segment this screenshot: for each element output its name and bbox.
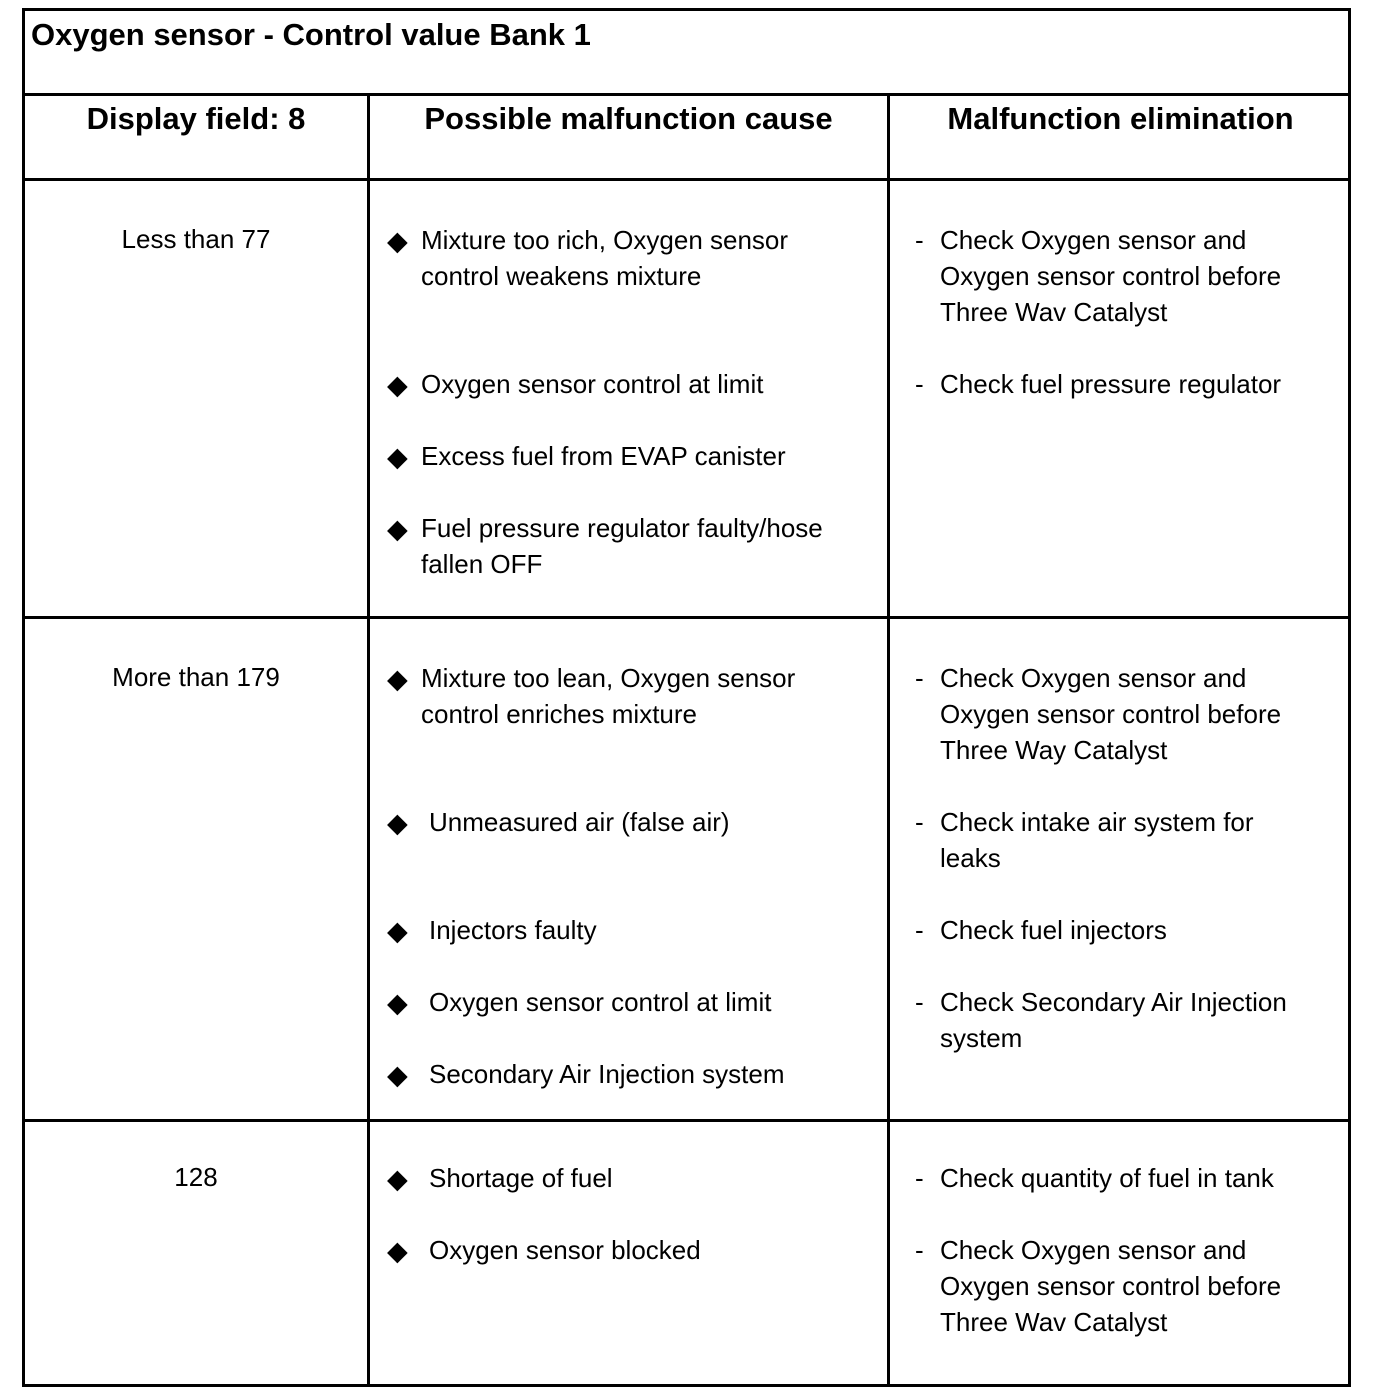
fix-line: Oxygen sensor control before [940, 261, 1282, 291]
table-title: Oxygen sensor - Control value Bank 1 [31, 17, 591, 52]
fix-line: Check Secondary Air Injection [940, 987, 1287, 1017]
fix-line: Check intake air system for [940, 807, 1254, 837]
cause-line: Secondary Air Injection system [429, 1059, 785, 1089]
display-value: 128 [174, 1162, 218, 1192]
fix-line: Oxygen sensor control before [940, 699, 1282, 729]
bullet-diamond-icon: ◆ [387, 442, 408, 472]
cause-line: Oxygen sensor blocked [429, 1235, 701, 1265]
fix-line: Three Wav Catalyst [940, 297, 1168, 327]
cause-line: Oxygen sensor control at limit [421, 369, 764, 399]
bullet-diamond-icon: ◆ [387, 514, 408, 544]
cause-line: Excess fuel from EVAP canister [421, 441, 786, 471]
fix-line: Three Way Catalyst [940, 735, 1168, 765]
dash-marker: - [915, 915, 924, 945]
table-header-row [25, 96, 1348, 181]
header-display-field: Display field: 8 [86, 101, 306, 136]
display-value: Less than 77 [121, 224, 271, 254]
cause-line: Mixture too rich, Oxygen sensor [421, 225, 789, 255]
cause-line: Shortage of fuel [429, 1163, 613, 1193]
cause-line: Fuel pressure regulator faulty/hose [421, 513, 823, 543]
fix-line: Check Oxygen sensor and [940, 225, 1247, 255]
fix-line: leaks [940, 843, 1001, 873]
dash-marker: - [915, 369, 924, 399]
bullet-diamond-icon: ◆ [387, 808, 408, 838]
bullet-diamond-icon: ◆ [387, 1164, 408, 1194]
bullet-diamond-icon: ◆ [387, 1236, 408, 1266]
bullet-diamond-icon: ◆ [387, 370, 408, 400]
cause-line: Unmeasured air (false air) [429, 807, 730, 837]
cause-line: control enriches mixture [421, 699, 697, 729]
table-row [25, 1122, 1348, 1387]
cause-line: Injectors faulty [429, 915, 597, 945]
dash-marker: - [915, 987, 924, 1017]
fix-line: Oxygen sensor control before [940, 1271, 1282, 1301]
cause-line: Mixture too lean, Oxygen sensor [421, 663, 796, 693]
cause-line: Oxygen sensor control at limit [429, 987, 772, 1017]
dash-marker: - [915, 663, 924, 693]
bullet-diamond-icon: ◆ [387, 664, 408, 694]
cause-line: control weakens mixture [421, 261, 702, 291]
fix-line: Check Oxygen sensor and [940, 1235, 1247, 1265]
cause-line: fallen OFF [421, 549, 543, 579]
bullet-diamond-icon: ◆ [387, 916, 408, 946]
display-value: More than 179 [112, 662, 280, 692]
table-title-row [25, 11, 1348, 96]
table-row [25, 181, 1348, 619]
dash-marker: - [915, 1163, 924, 1193]
fix-line: Three Wav Catalyst [940, 1307, 1168, 1337]
table-row [25, 619, 1348, 1122]
fix-line: Check quantity of fuel in tank [940, 1163, 1274, 1193]
bullet-diamond-icon: ◆ [387, 1060, 408, 1090]
fix-line: Check Oxygen sensor and [940, 663, 1247, 693]
bullet-diamond-icon: ◆ [387, 226, 408, 256]
dash-marker: - [915, 807, 924, 837]
fix-line: Check fuel injectors [940, 915, 1167, 945]
malfunction-table [22, 8, 1351, 1387]
fix-line: system [940, 1023, 1023, 1053]
header-possible-cause: Possible malfunction cause [424, 101, 833, 136]
fix-line: Check fuel pressure regulator [940, 369, 1282, 399]
header-malfunction-elimination: Malfunction elimination [947, 101, 1294, 136]
dash-marker: - [915, 225, 924, 255]
bullet-diamond-icon: ◆ [387, 988, 408, 1018]
dash-marker: - [915, 1235, 924, 1265]
